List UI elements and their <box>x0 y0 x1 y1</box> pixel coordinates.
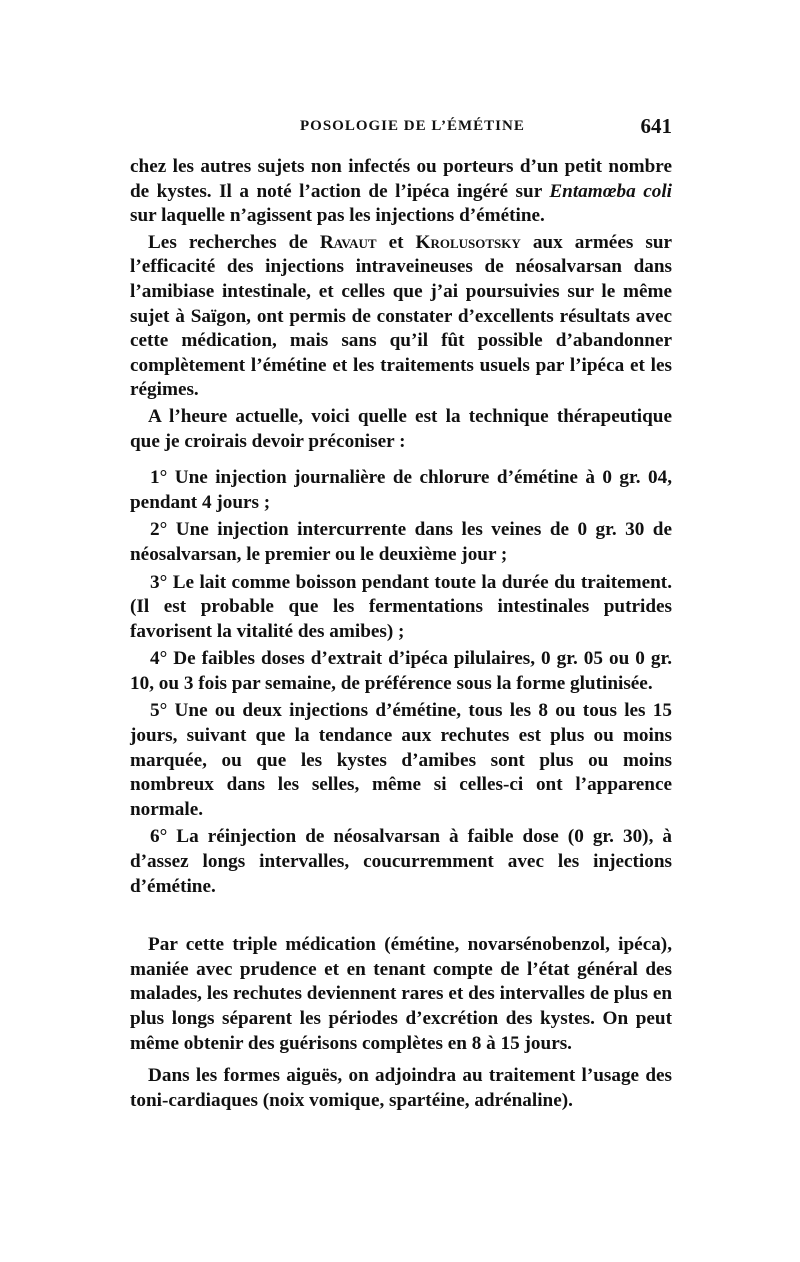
paragraph-text: et <box>376 231 416 253</box>
list-item-2: 2° Une injection intercurrente dans les veines de 0 gr. 30 de néosalvarsan, le premier ou le deuxième jour ; <box>130 519 672 565</box>
paragraph-text: Les recherches de <box>148 231 320 253</box>
page-number: 641 <box>640 114 672 138</box>
running-title: POSOLOGIE DE L’ÉMÉTINE <box>300 118 525 134</box>
page-body <box>130 155 672 1113</box>
author-name: Ravaut <box>319 231 377 253</box>
paragraph-acute-forms: Dans les formes aiguës, on adjoindra au traitement l’usage des toni-cardiaques (noix vomique, spartéine, adrénaline). <box>130 1065 672 1111</box>
paragraph-text: chez les autres sujets non infectés ou porteurs d’un petit nombre de kystes. Il a noté l’action de l’ipéca ingéré sur <box>130 156 672 202</box>
author-name: Krolusotsky <box>415 231 521 253</box>
paragraph-technique: A l’heure actuelle, voici quelle est la technique thérapeutique que je croirais devoir préconiser : <box>130 405 672 452</box>
list-item-3: 3° Le lait comme boisson pendant toute la durée du traitement. (Il est probable que les fermentations intestinales putrides favorisent la vitalité des amibes) ; <box>130 571 672 642</box>
page-header <box>130 116 672 146</box>
paragraph-research <box>130 231 672 403</box>
paragraph-text: sur laquelle n’agissent pas les injections d’émétine. <box>130 205 545 227</box>
paragraph-text: aux armées sur l’efficacité des injections intraveineuses de néosalvarsan dans l’amibiase intestinale, et celles que j’ai poursuivies sur le même sujet à Saïgon, ont permis de constater d’excellents résultats avec cette médication, mais sans qu’il fût possible d’abandonner complètement l’émétine et les traitements usuels par l’ipéca et les régimes. <box>130 231 673 401</box>
species-name: Entamœba coli <box>549 180 672 202</box>
list-item-4: 4° De faibles doses d’extrait d’ipéca pilulaires, 0 gr. 05 ou 0 gr. 10, ou 3 fois par semaine, de préférence sous la forme glutinisée. <box>130 648 672 694</box>
list-item-1: 1° Une injection journalière de chlorure d’émétine à 0 gr. 04, pendant 4 jours ; <box>130 467 672 513</box>
list-item-5: 5° Une ou deux injections d’émétine, tous les 8 ou tous les 15 jours, suivant que la tendance aux rechutes est plus ou moins marquée, ou que les kystes d’amibes sont plus ou moins nombreux dans les selles, même si celles-ci ont l’apparence normale. <box>130 700 672 820</box>
list-item-6: 6° La réinjection de néosalvarsan à faible dose (0 gr. 30), à d’assez longs intervalles, coucurremment avec les injections d’émétine. <box>130 826 672 897</box>
paragraph-continued <box>130 155 672 229</box>
paragraph-conclusion: Par cette triple médication (émétine, novarsénobenzol, ipéca), maniée avec prudence et en tenant compte de l’état général des malades, les rechutes deviennent rares et des intervalles de plus en plus longs séparent les périodes d’excrétion des kystes. On peut même obtenir des guérisons complètes en 8 à 15 jours. <box>130 934 672 1054</box>
